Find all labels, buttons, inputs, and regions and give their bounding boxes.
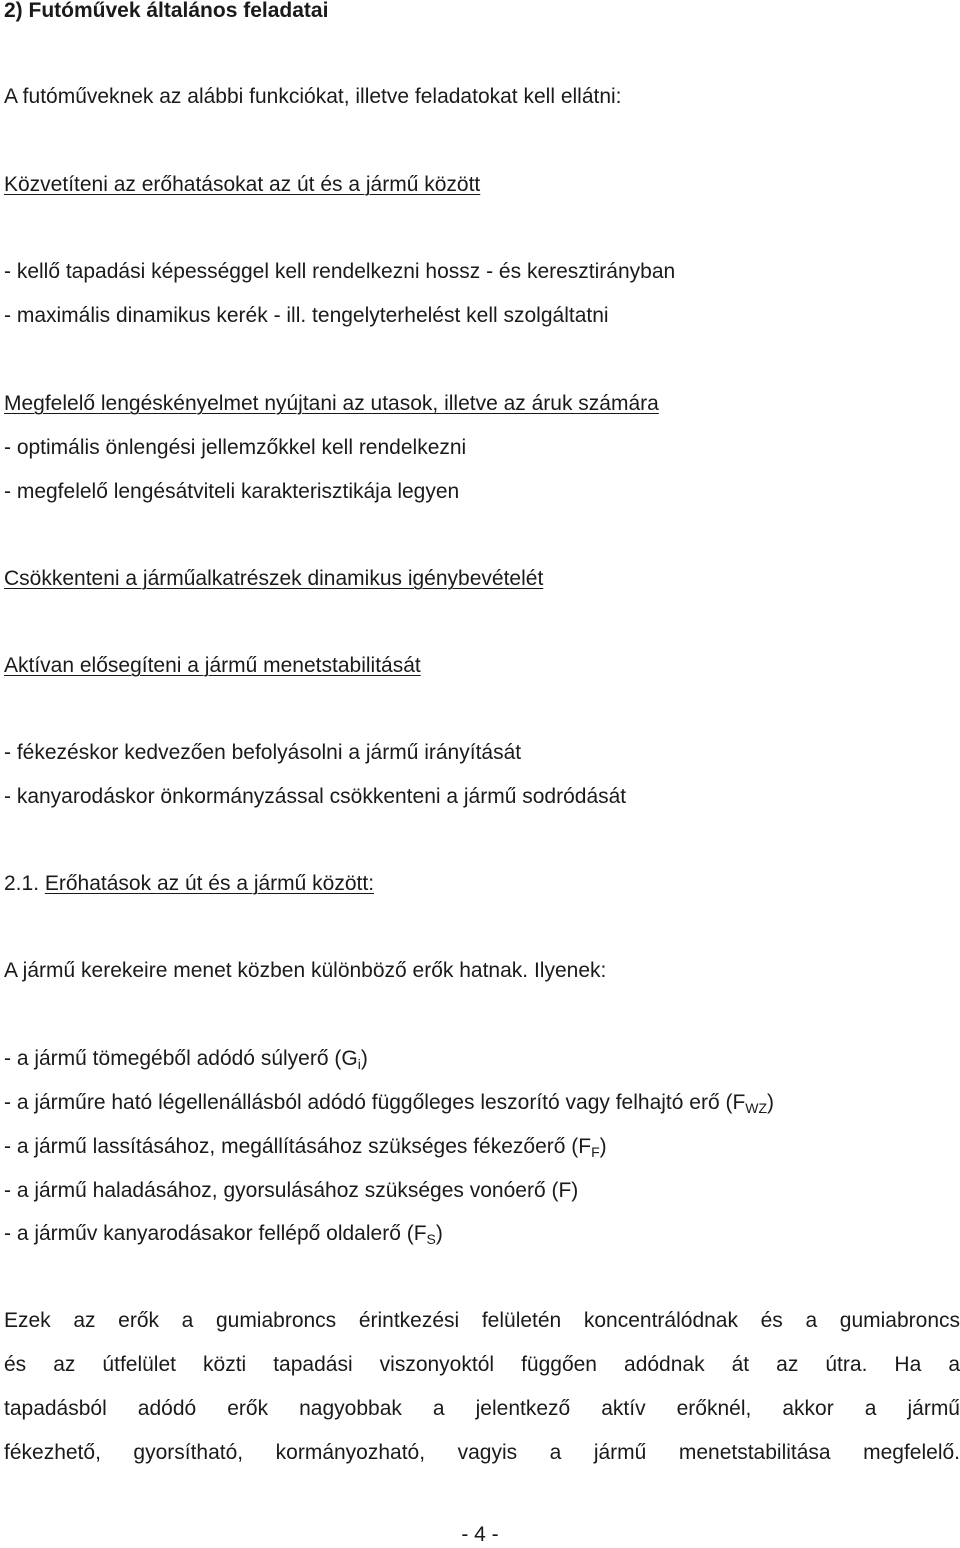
- force-text: - a járműv kanyarodásakor fellépő oldalerő (F: [4, 1222, 427, 1245]
- subsection-number: 2.1.: [4, 872, 40, 895]
- heading-load-reduction: Csökkenteni a járműalkatrészek dinamikus igénybevételét: [4, 567, 544, 590]
- list-item: - optimális önlengési jellemzőkkel kell rendelkezni: [4, 436, 467, 459]
- heading-forces-transfer: Közvetíteni az erőhatásokat az út és a jármű között: [4, 173, 481, 196]
- forces-intro: A jármű kerekeire menet közben különböző erők hatnak. Ilyenek:: [4, 959, 607, 982]
- force-item: [4, 1221, 443, 1247]
- closing-line: Ezek az erők a gumiabroncs érintkezési felületén koncentrálódnak és a gumiabroncs: [4, 1309, 960, 1332]
- subsection-title: Erőhatások az út és a jármű között:: [44, 872, 375, 895]
- heading-stability: Aktívan elősegíteni a jármű menetstabilitását: [4, 654, 421, 677]
- force-close: ): [599, 1135, 607, 1158]
- force-subscript: WZ: [745, 1100, 768, 1116]
- closing-line: és az útfelület közti tapadási viszonyoktól függően adódnak át az útra. Ha a: [4, 1353, 960, 1376]
- force-close: ): [435, 1222, 443, 1245]
- page-number: - 4 -: [461, 1523, 499, 1546]
- closing-line: fékezhető, gyorsítható, kormányozható, vagyis a jármű menetstabilitása megfelelő.: [4, 1441, 960, 1464]
- list-item: - kellő tapadási képességgel kell rendelkezni hossz - és keresztirányban: [4, 260, 676, 283]
- section-title: 2) Futóművek általános feladatai: [4, 0, 329, 22]
- force-text: - a jármű tömegéből adódó súlyerő (G: [4, 1047, 358, 1070]
- force-close: ): [767, 1091, 775, 1114]
- list-item: - fékezéskor kedvezően befolyásolni a jármű irányítását: [4, 741, 522, 764]
- closing-line: tapadásból adódó erők nagyobbak a jelentkező aktív erőknél, akkor a jármű: [4, 1397, 960, 1420]
- force-subscript: S: [426, 1231, 436, 1247]
- subsection-heading: [4, 871, 374, 897]
- force-item: [4, 1134, 607, 1160]
- list-item: - kanyarodáskor önkormányzással csökkenteni a jármű sodródását: [4, 785, 627, 808]
- force-item: [4, 1090, 774, 1116]
- force-text: - a járműre ható légellenállásból adódó függőleges leszorító vagy felhajtó erő (F: [4, 1091, 746, 1114]
- list-item: - megfelelő lengésátviteli karakterisztikája legyen: [4, 480, 460, 503]
- force-item: [4, 1046, 368, 1072]
- list-item: - maximális dinamikus kerék - ill. tengelyterhelést kell szolgáltatni: [4, 304, 609, 327]
- force-item: [4, 1178, 578, 1204]
- force-subscript: F: [591, 1144, 600, 1160]
- heading-comfort: Megfelelő lengéskényelmet nyújtani az utasok, illetve az áruk számára: [4, 392, 659, 415]
- force-text: - a jármű lassításához, megállításához szükséges fékezőerő (F: [4, 1135, 592, 1158]
- force-close: ): [360, 1047, 368, 1070]
- force-subscript: i: [357, 1056, 361, 1072]
- intro-text: A futóműveknek az alábbi funkciókat, illetve feladatokat kell ellátni:: [4, 85, 622, 108]
- force-text: - a jármű haladásához, gyorsulásához szükséges vonóerő (F): [4, 1179, 579, 1202]
